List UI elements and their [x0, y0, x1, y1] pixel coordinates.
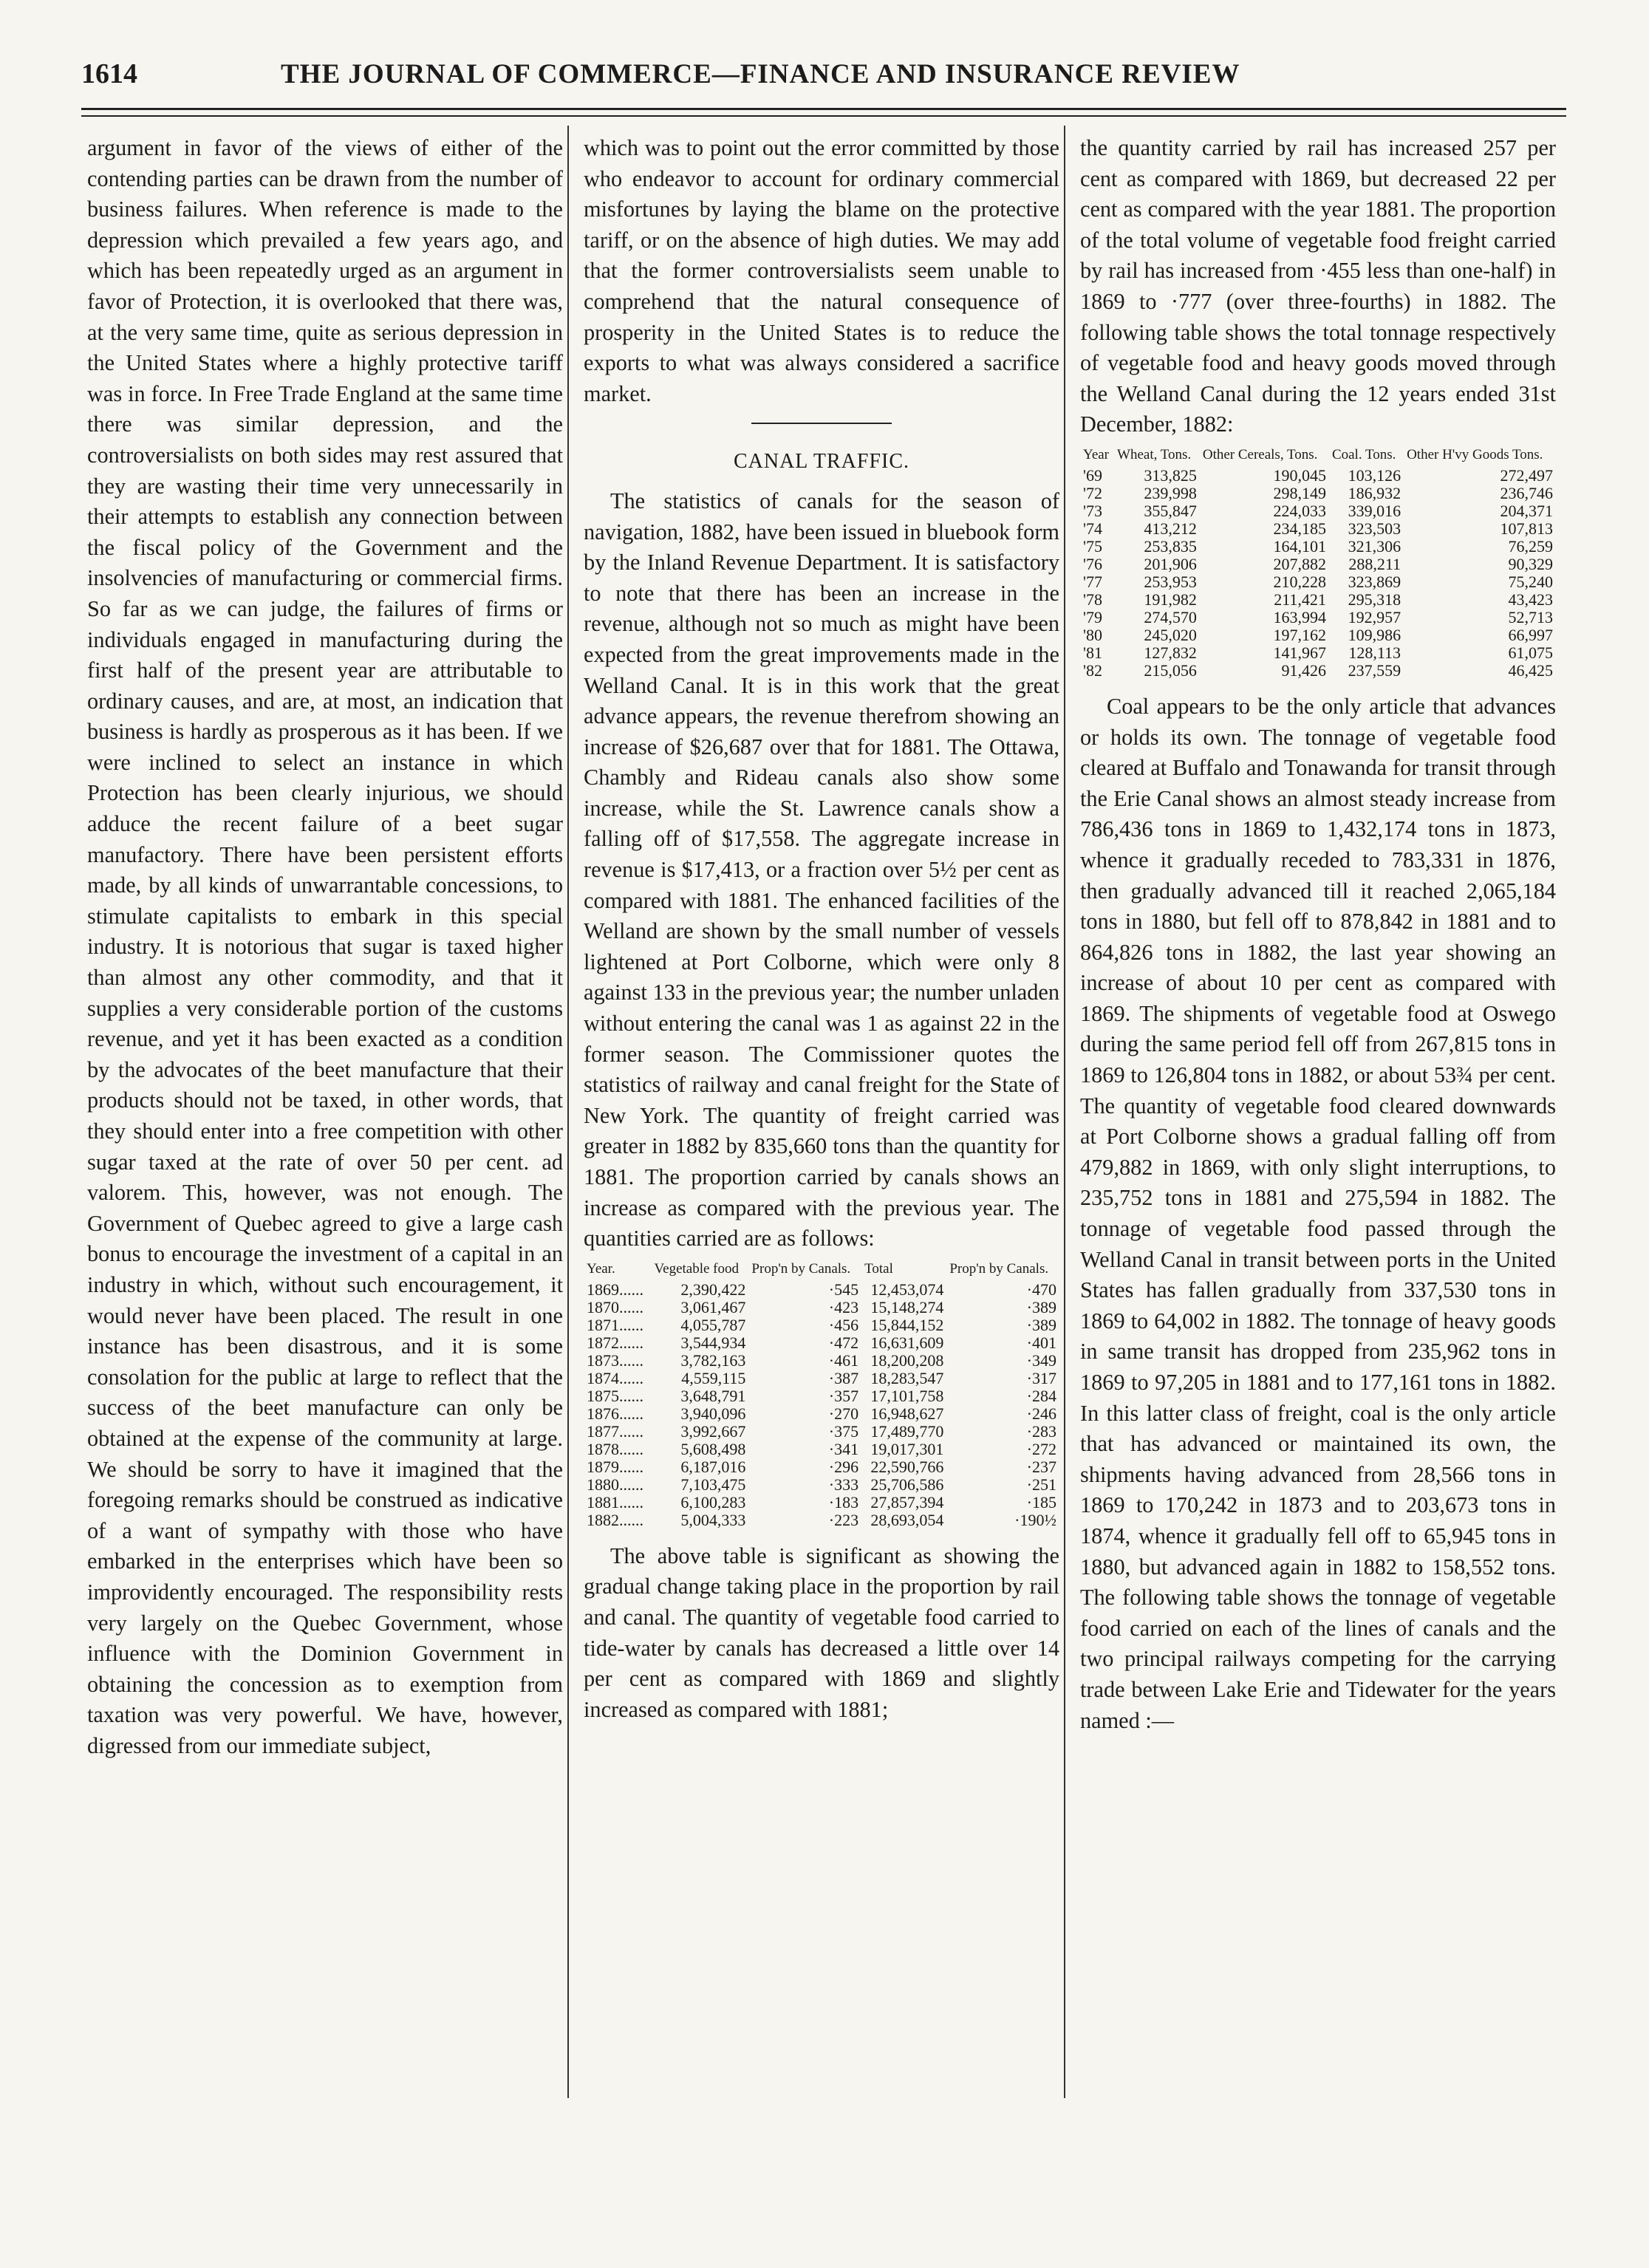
- table-cell: ·246: [1026, 1404, 1056, 1423]
- table-header-cell: Vegetable food: [654, 1260, 740, 1277]
- table-cell: ·183: [828, 1492, 859, 1512]
- table-cell: 355,847: [1144, 501, 1197, 520]
- table-cell: ·456: [828, 1315, 859, 1334]
- table-row: [1080, 467, 1556, 485]
- table-cell: ·389: [1026, 1297, 1056, 1316]
- table-cell: 245,020: [1144, 625, 1197, 644]
- table-cell: ·317: [1026, 1368, 1056, 1387]
- table-row: [1080, 538, 1556, 556]
- table-header-row: [584, 1262, 1059, 1281]
- table-cell: '80: [1083, 625, 1102, 644]
- table-cell: 66,997: [1508, 625, 1553, 644]
- vegetable-food-table: [584, 1262, 1059, 1529]
- table-header-cell: Year.: [587, 1260, 615, 1277]
- table-cell: 191,982: [1144, 590, 1197, 609]
- table-cell: 15,148,274: [870, 1297, 944, 1316]
- column-3: [1080, 133, 1556, 1736]
- table-cell: 190,045: [1273, 465, 1326, 485]
- table-row: [584, 1458, 1059, 1476]
- table-cell: 4,055,787: [680, 1315, 746, 1334]
- table-cell: 197,162: [1273, 625, 1326, 644]
- table-cell: 25,706,586: [870, 1475, 944, 1494]
- table-cell: ·423: [828, 1297, 859, 1316]
- table-cell: ·472: [828, 1333, 859, 1352]
- table-cell: 46,425: [1508, 660, 1553, 680]
- table-row: [584, 1494, 1059, 1512]
- table-header-cell: Prop'n by Canals.: [949, 1260, 1049, 1277]
- table-cell: ·545: [828, 1280, 859, 1299]
- column-2-intro: which was to point out the error committed by those who endeavor to account for ordinary commercial misfortunes by laying the blame on the protective tariff, or on the absence of high duties. We may add that the former controversialists seem unable to comprehend that the natural consequence of prosperity in the United States is to reduce the exports to what was always considered a sacrifice market.: [584, 135, 1059, 406]
- table-row: [584, 1476, 1059, 1494]
- table-header-cell: Other H'vy Goods Tons.: [1407, 446, 1543, 462]
- table-cell: 1882......: [587, 1510, 643, 1529]
- table-cell: ·401: [1026, 1333, 1056, 1352]
- table-cell: 272,497: [1500, 465, 1553, 485]
- table-cell: '75: [1083, 536, 1102, 556]
- table-cell: 211,421: [1274, 590, 1326, 609]
- table-cell: 1877......: [587, 1421, 643, 1441]
- table-row: [584, 1370, 1059, 1387]
- table-cell: 43,423: [1508, 590, 1553, 609]
- table-cell: ·190½: [1014, 1510, 1056, 1529]
- page-header: [81, 58, 1566, 102]
- table-cell: ·357: [828, 1386, 859, 1405]
- table-cell: ·251: [1026, 1475, 1056, 1494]
- table-cell: 6,187,016: [680, 1457, 746, 1476]
- table-cell: '79: [1083, 607, 1102, 626]
- column-divider: [567, 126, 569, 2098]
- table-cell: 75,240: [1508, 572, 1553, 591]
- table-cell: ·237: [1026, 1457, 1056, 1476]
- table-cell: 3,940,096: [680, 1404, 746, 1423]
- table-cell: 90,329: [1508, 554, 1553, 573]
- table-cell: 288,211: [1348, 554, 1402, 573]
- table-row: [1080, 609, 1556, 626]
- table-cell: ·296: [828, 1457, 859, 1476]
- table-cell: 91,426: [1281, 660, 1326, 680]
- table-cell: 239,998: [1144, 483, 1197, 502]
- table-cell: 1871......: [587, 1315, 643, 1334]
- table-cell: 323,503: [1348, 519, 1402, 538]
- table-cell: 295,318: [1348, 590, 1402, 609]
- column-2-after-table: The above table is significant as showing the gradual change taking place in the proportion by rail and canal. The quantity of vegetable food carried to tide-water by canals has decreased a little over 14 per cent as compared with 1869 and slightly increased as compared with 1881;: [584, 1543, 1059, 1722]
- table-cell: 253,835: [1144, 536, 1197, 556]
- table-cell: 5,004,333: [680, 1510, 746, 1529]
- table-cell: 128,113: [1348, 643, 1402, 662]
- table-cell: '76: [1083, 554, 1102, 573]
- table-cell: 22,590,766: [870, 1457, 944, 1476]
- table-header-cell: Coal. Tons.: [1331, 446, 1396, 462]
- table-cell: ·389: [1026, 1315, 1056, 1334]
- table-cell: 164,101: [1273, 536, 1326, 556]
- table-cell: '82: [1083, 660, 1102, 680]
- table-cell: 109,986: [1348, 625, 1402, 644]
- table-row: [584, 1423, 1059, 1441]
- table-cell: 15,844,152: [870, 1315, 944, 1334]
- table-cell: 237,559: [1348, 660, 1402, 680]
- table-cell: 4,559,115: [681, 1368, 746, 1387]
- table-cell: 61,075: [1508, 643, 1553, 662]
- table-cell: '81: [1083, 643, 1102, 662]
- section-divider: [751, 423, 892, 424]
- table-cell: ·333: [828, 1475, 859, 1494]
- table-cell: ·470: [1026, 1280, 1056, 1299]
- table-cell: 207,882: [1273, 554, 1326, 573]
- table-cell: 3,061,467: [680, 1297, 746, 1316]
- table-cell: 163,994: [1273, 607, 1326, 626]
- table-row: [1080, 644, 1556, 662]
- table-cell: 192,957: [1348, 607, 1402, 626]
- table-cell: 298,149: [1273, 483, 1326, 502]
- table-row: [584, 1512, 1059, 1529]
- column-1-paragraph: argument in favor of the views of either of the contending parties can be drawn from the number of business failures. When reference is made to the depression which prevailed a few years ago, and which has been repeatedly urged as an argument in favor of Protection, it is overlooked that there was, at the very same time, quite as serious depression in the United States where a highly protective tariff was in force. In Free Trade England at the same time there was similar depression, and the controversialists on both sides may rest assured that they are wasting their time very unnecessarily in their attempts to establish any connection between the fiscal policy of the Government and the insolvencies of manufacturing or commercial firms. So far as we can judge, the failures of firms or individuals engaged in manufacturing during the first half of the present year are attributable to ordinary causes, and are, at most, an indication that business is hardly as prosperous as it has been. If we were inclined to select an instance in which Protection has been clearly injurious, we should adduce the recent failure of a beet sugar manufactory. There have been persistent efforts made, by all kinds of unwarrantable concessions, to stimulate capitalists to embark in this special industry. It is notorious that sugar is taxed higher than almost any other commodity, and that it supplies a very considerable portion of the customs revenue, and yet it has been exacted as a condition by the advocates of the beet manufacture that their products should not be taxed, in other words, that they should enter into a free competition with other sugar taxed at the rate of over 50 per cent. ad valorem. This, however, was not enough. The Government of Quebec agreed to give a large cash bonus to encourage the investment of a capital in an industry in which, without such encouragement, it would never have been placed. The result in one instance has been disastrous, and it is some consolation for the public at large to reflect that the success of the beet manufacture can only be obtained at the expense of the community at large. We should be sorry to have it imagined that the foregoing remarks should be construed as indicative of a want of sympathy with those who have embarked in the enterprises which have been so improvidently encouraged. The responsibility rests very largely on the Quebec Government, whose influence with the Dominion Government in obtaining the concession as to exemption from taxation was very powerful. We have, however, digressed from our immediate subject,: [87, 135, 563, 1758]
- table-cell: 52,713: [1508, 607, 1553, 626]
- table-cell: 1870......: [587, 1297, 643, 1316]
- table-header-cell: Year: [1083, 446, 1110, 462]
- section-title: CANAL TRAFFIC.: [733, 450, 910, 474]
- table-cell: 1881......: [587, 1492, 643, 1512]
- table-cell: 17,489,770: [870, 1421, 944, 1441]
- welland-canal-table: [1080, 448, 1556, 680]
- table-cell: ·387: [828, 1368, 859, 1387]
- table-row: [1080, 556, 1556, 573]
- table-cell: 107,813: [1500, 519, 1553, 538]
- table-cell: 339,016: [1348, 501, 1402, 520]
- table-row: [1080, 662, 1556, 680]
- table-cell: 3,782,163: [680, 1350, 746, 1370]
- table-row: [584, 1316, 1059, 1334]
- table-row: [1080, 591, 1556, 609]
- column-3-body: Coal appears to be the only article that advances or holds its own. The tonnage of vegetable food cleared at Buffalo and Tonawanda for transit through the Erie Canal shows an almost steady increase from 786,436 tons in 1869 to 1,432,174 tons in 1873, whence it gradually receded to 783,331 in 1876, then gradually advanced till it reached 2,065,184 tons in 1880, but fell off to 878,842 in 1881 and to 864,826 tons in 1882, the last year showing an increase of about 10 per cent as compared with 1869. The shipments of vegetable food at Oswego during the same period fell off from 267,815 tons in 1869 to 126,804 tons in 1882, or about 53¾ per cent. The quantity of vegetable food cleared downwards at Port Colborne shows a gradual falling off from 479,882 in 1869, with only slight interruptions, to 235,752 tons in 1881 and 275,594 in 1882. The tonnage of vegetable food passed through the Welland Canal in transit between ports in the United States has fallen gradually from 337,530 tons in 1869 to 64,002 in 1882. The tonnage of heavy goods in same transit has dropped from 235,962 tons in 1869 to 97,205 in 1881 and to 177,161 tons in 1882. In this latter class of freight, coal is the only article that has advanced or maintained its own, the shipments having advanced from 28,566 tons in 1869 to 170,242 in 1873 and to 203,673 tons in 1874, whence it gradually fell off to 65,945 tons in 1880, but advanced again in 1882 to 158,552 tons. The following table shows the tonnage of vegetable food carried on each of the lines of canals and the two principal railways competing for the carrying trade between Lake Erie and Tidewater for the years named :—: [1080, 693, 1556, 1733]
- header-rule-thick: [81, 108, 1566, 110]
- table-cell: 16,948,627: [870, 1404, 944, 1423]
- table-cell: 236,746: [1500, 483, 1553, 502]
- table-cell: ·283: [1026, 1421, 1056, 1441]
- table-cell: 253,953: [1144, 572, 1197, 591]
- table-cell: 413,212: [1144, 519, 1197, 538]
- table-cell: ·375: [828, 1421, 859, 1441]
- table-header-cell: Other Cereals, Tons.: [1202, 446, 1318, 462]
- table-cell: 274,570: [1144, 607, 1197, 626]
- table-cell: 1873......: [587, 1350, 643, 1370]
- table-cell: ·272: [1026, 1439, 1056, 1458]
- table-cell: ·270: [828, 1404, 859, 1423]
- table-cell: ·341: [828, 1439, 859, 1458]
- table-header-cell: Wheat, Tons.: [1117, 446, 1192, 462]
- table-cell: 210,228: [1273, 572, 1326, 591]
- table-body: [1080, 467, 1556, 680]
- table-cell: 224,033: [1273, 501, 1326, 520]
- table-cell: 201,906: [1144, 554, 1197, 573]
- table-cell: 12,453,074: [870, 1280, 944, 1299]
- canal-traffic-body: The statistics of canals for the season of navigation, 1882, have been issued in bluebook form by the Inland Revenue Department. It is satisfactory to note that there has been an increase in the revenue, although not so much as might have been expected from the great improvements made in the Welland Canal. It is in this work that the great advance appears, the revenue therefrom showing an increase of $26,687 over that for 1881. The Ottawa, Chambly and Rideau canals also show some increase, while the St. Lawrence canals show a falling off of $17,558. The aggregate increase in revenue is $17,413, or a fraction over 5½ per cent as compared with 1881. The enhanced facilities of the Welland are shown by the small number of vessels lightened at Port Colborne, which were only 8 against 133 in the previous year; the number unladen without entering the canal was 1 as against 22 in the former season. The Commissioner quotes the statistics of railway and canal freight for the State of New York. The quantity of freight carried was greater in 1882 by 835,660 tons than the quantity for 1881. The proportion carried by canals shows an increase as compared with the previous year. The quantities carried are as follows:: [584, 488, 1059, 1251]
- table-cell: 7,103,475: [680, 1475, 746, 1494]
- table-cell: '74: [1083, 519, 1102, 538]
- table-row: [584, 1405, 1059, 1423]
- table-cell: 6,100,283: [680, 1492, 746, 1512]
- table-cell: ·223: [828, 1510, 859, 1529]
- table-cell: 19,017,301: [870, 1439, 944, 1458]
- table-cell: ·349: [1026, 1350, 1056, 1370]
- table-row: [584, 1334, 1059, 1352]
- table-cell: 1880......: [587, 1475, 643, 1494]
- table-cell: 1879......: [587, 1457, 643, 1476]
- table-cell: 27,857,394: [870, 1492, 944, 1512]
- table-cell: 3,544,934: [680, 1333, 746, 1352]
- table-cell: 204,371: [1500, 501, 1553, 520]
- column-2: [584, 133, 1059, 1725]
- table-cell: 5,608,498: [680, 1439, 746, 1458]
- table-cell: 18,283,547: [870, 1368, 944, 1387]
- table-cell: 1875......: [587, 1386, 643, 1405]
- table-cell: '73: [1083, 501, 1102, 520]
- column-divider: [1064, 126, 1065, 2098]
- table-row: [584, 1281, 1059, 1299]
- table-row: [1080, 626, 1556, 644]
- table-row: [1080, 485, 1556, 502]
- table-cell: 321,306: [1348, 536, 1402, 556]
- table-cell: 141,967: [1273, 643, 1326, 662]
- table-cell: 3,648,791: [680, 1386, 746, 1405]
- table-cell: 1869......: [587, 1280, 643, 1299]
- table-row: [584, 1441, 1059, 1458]
- table-cell: '77: [1083, 572, 1102, 591]
- table-cell: ·185: [1026, 1492, 1056, 1512]
- table-header-cell: Total: [864, 1260, 893, 1277]
- table-header-cell: Prop'n by Canals.: [751, 1260, 851, 1277]
- table-cell: 18,200,208: [870, 1350, 944, 1370]
- table-cell: ·284: [1026, 1386, 1056, 1405]
- table-cell: 234,185: [1273, 519, 1326, 538]
- header-rule-thin: [81, 115, 1566, 117]
- column-1: [87, 133, 563, 1761]
- table-row: [584, 1352, 1059, 1370]
- table-cell: 127,832: [1144, 643, 1197, 662]
- table-row: [1080, 502, 1556, 520]
- journal-title: THE JOURNAL OF COMMERCE—FINANCE AND INSURANCE REVIEW: [281, 59, 1240, 89]
- table-cell: 3,992,667: [680, 1421, 746, 1441]
- table-cell: 215,056: [1144, 660, 1197, 680]
- table-row: [584, 1387, 1059, 1405]
- table-cell: 1872......: [587, 1333, 643, 1352]
- table-cell: 103,126: [1348, 465, 1402, 485]
- table-cell: '78: [1083, 590, 1102, 609]
- table-cell: 1874......: [587, 1368, 643, 1387]
- column-3-intro: the quantity carried by rail has increased 257 per cent as compared with 1869, but decreased 22 per cent as compared with the year 1881. The proportion of the total volume of vegetable food freight carried by rail has increased from ·455 less than one-half) in 1869 to ·777 (over three-fourths) in 1882. The following table shows the total tonnage respectively of vegetable food and heavy goods moved through the Welland Canal during the 12 years ended 31st December, 1882:: [1080, 135, 1556, 437]
- page-number: 1614: [81, 58, 137, 89]
- table-cell: 323,869: [1348, 572, 1402, 591]
- table-cell: ·461: [828, 1350, 859, 1370]
- table-row: [1080, 520, 1556, 538]
- table-cell: '72: [1083, 483, 1102, 502]
- table-cell: 1878......: [587, 1439, 643, 1458]
- table-cell: 313,825: [1144, 465, 1197, 485]
- table-cell: 2,390,422: [680, 1280, 746, 1299]
- table-cell: 186,932: [1348, 483, 1402, 502]
- table-cell: 76,259: [1508, 536, 1553, 556]
- table-cell: 17,101,758: [870, 1386, 944, 1405]
- table-cell: '69: [1083, 465, 1102, 485]
- table-row: [1080, 573, 1556, 591]
- table-row: [584, 1299, 1059, 1316]
- table-header-row: [1080, 448, 1556, 467]
- table-cell: 1876......: [587, 1404, 643, 1423]
- table-cell: 28,693,054: [870, 1510, 944, 1529]
- table-body: [584, 1281, 1059, 1529]
- table-cell: 16,631,609: [870, 1333, 944, 1352]
